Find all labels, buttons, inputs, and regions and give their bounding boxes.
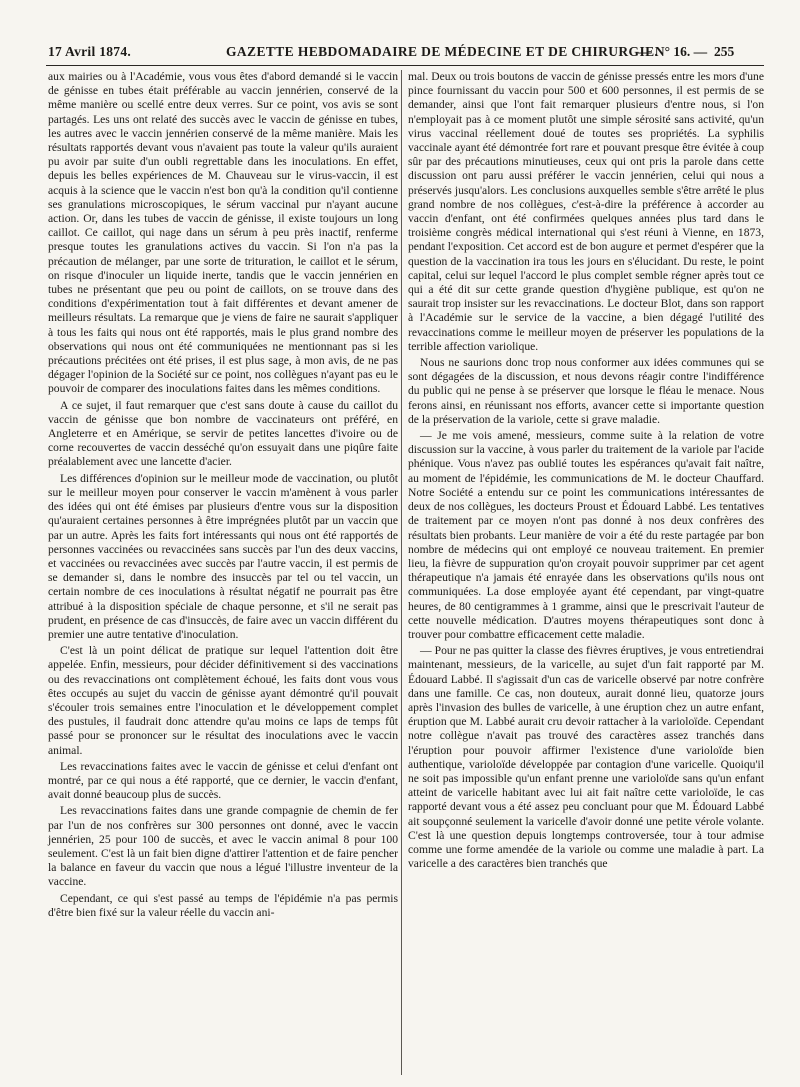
page-number: 255 [714,44,735,59]
left-column [48,70,398,922]
paragraph: Cependant, ce qui s'est passé au temps de l'épidémie n'a pas permis d'être bien fixé sur la valeur réelle du vaccin ani- [48,891,398,919]
paragraph: aux mairies ou à l'Académie, vous vous êtes d'abord demandé si le vaccin de génisse en tubes était préférable au vaccin jennérien, conservé de la même manière ou scellé entre deux verres. Sur ce point, vos avis se sont partagés. Les uns ont relaté des succès avec le vaccin de génisse en tubes, les autres avec le vaccin jennérien conservé de la même manière. Mais les résultats rapportés devant vous n'avaient pas toute la valeur qu'ils auraient pu avoir par suite d'un oubli regrettable dans les inoculations. En effet, depuis les belles expériences de M. Chauveau sur le virus-vaccin, il est acquis à la science que le vaccin n'est bon qu'à la condition qu'il contienne ses granulations microscopiques, le sérum vaccinal pur n'ayant aucune action. Or, dans les tubes de vaccin de génisse, il existe toujours un long caillot. Ce caillot, qui nage dans un sérum à peu près inactif, renferme presque toutes les granulations actives du vaccin. Si l'on n'a pas la précaution de mélanger, par une sorte de trituration, le caillot et le sérum, on risque d'inoculer un liquide inerte, tandis que le vaccin jennérien en tubes ne présentant que peu ou point de caillots, on se trouve dans des conditions d'expérimentation tout à fait différentes et devant amener de meilleurs résultats. La remarque que je viens de faire ne saurait s'appliquer à tous les faits qui nous ont été rapportés, mais le plus grand nombre des observations qui nous ont été communiquées ne mentionnant pas si les précautions précitées ont été prises, il est plus sage, à mon avis, de ne pas dégager l'opinion de la Société sur ce point, nos collègues n'ayant pas eu le pouvoir de comparer des inoculations faites dans les mêmes conditions. [48,70,398,396]
header-rule [46,65,764,66]
paragraph: A ce sujet, il faut remarquer que c'est sans doute à cause du caillot du vaccin de génisse que bon nombre de vaccinateurs ont préféré, en Angleterre et en Amérique, se servir de petites lancettes d'ivoire ou de corne recouvertes de vaccin desséché qu'on essuyait dans une piqûre faite préalablement avec une lancette d'acier. [48,398,398,469]
paragraph: Les différences d'opinion sur le meilleur mode de vaccination, ou plutôt sur le meilleur moyen pour conserver le vaccin m'amènent à vous parler des idées qui ont été émises par plusieurs d'entre vous sur la disposition qu'auraient certaines personnes à être imprégnées plutôt par un vaccin que par un autre. Après les faits fort intéressants qui nous ont été rapportés de personnes vaccinées ou revaccinées sans succès par l'un des deux vaccins, et vaccinées ou revaccinées avec succès par l'autre vaccin, il est permis de se demander si, dans le nombre des insuccès par tel ou tel vaccin, un certain nombre de ces inoculations à résultat négatif ne pourrait pas être attribué à la disposition spéciale de chaque personne, et s'il ne serait pas prudent, en présence de cas d'insuccès, de faire avec un vaccin différent du premier une autre tentative d'inoculation. [48,471,398,641]
column-divider [401,70,402,1075]
paragraph: Les revaccinations faites dans une grande compagnie de chemin de fer par l'un de nos confrères sur 300 personnes ont donné, avec le vaccin jennérien, 25 pour 100 de succès, et avec le vaccin animal 8 pour 100 seulement. C'est là un fait bien digne d'attirer l'attention et de faire pencher la balance en faveur du vaccin que nous a légué l'illustre inventeur de la vaccine. [48,804,398,889]
paragraph: — Pour ne pas quitter la classe des fièvres éruptives, je vous entretiendrai maintenant, messieurs, de la varicelle, au sujet d'un fait rapporté par M. Édouard Labbé. Il s'agissait d'un cas de varicelle observé par notre confrère dans une famille. Ce cas, non douteux, aurait donné lieu, quatorze jours après l'invasion des bulles de varicelle, à une éruption chez un autre enfant, éruption que M. Labbé aurait cru devoir rattacher à la varioloïde. Cependant notre collègue n'avait pas trouvé des caractères assez tranchés dans l'éruption pour pouvoir affirmer l'existence d'une varioloïde bien authentique, varioloïde développée par contagion d'une varicelle. Quoiqu'il ne soit pas impossible qu'un enfant prenne une varioloïde sans qu'un enfant atteint de varicelle habitant avec lui ait fait naître cette varioloïde, le cas rapporté devant vous a été assez peu concluant pour que M. Édouard Labbé ait soupçonné seulement la varicelle d'avoir donné une petite vérole volante. C'est là une question depuis longtemps controversée, tour à tour admise comme une forme amendée de la variole ou comme une maladie à part. La varicelle a des caractères bien tranchés que [408,644,764,871]
issue-date: 17 Avril 1874. [48,44,132,59]
issue-number: — N° 16. — [638,44,708,59]
page-header [40,38,760,62]
paragraph: Les revaccinations faites avec le vaccin de génisse et celui d'enfant ont montré, par ce qui nous a été rapporté, que ce dernier, le vaccin d'enfant, avait donné beaucoup plus de succès. [48,759,398,802]
journal-title: GAZETTE HEBDOMADAIRE DE MÉDECINE ET DE CHIRURGIE. [226,44,659,59]
paragraph: C'est là un point délicat de pratique sur lequel l'attention doit être appelée. Enfin, messieurs, pour décider définitivement si des vaccinations ou des revaccinations ont complètement échoué, les faits dont vous vous êtes occupés au sujet du vaccin de génisse ayant démontré qu'il pouvait s'écouler trois semaines entre l'inoculation et le développement complet des pustules, il faudrait donc attendre qu'au moins ce laps de temps fût passé pour se prononcer sur le résultat des inoculations avec le vaccin animal. [48,644,398,757]
right-column [408,70,764,873]
paragraph: Nous ne saurions donc trop nous conformer aux idées communes qui se sont dégagées de la discussion, et nous devons réagir contre l'indifférence du public qui ne pense à se préserver que lorsque le fléau le menace. Nous ferons ainsi, en réunissant nos efforts, avancer cette si importante question de la préservation de la variole, cette si grave maladie. [408,356,764,426]
paragraph: mal. Deux ou trois boutons de vaccin de génisse pressés entre les mors d'une pince fournissant du vaccin pour 500 et 600 personnes, il est permis de se demander, ainsi que l'ont fait remarquer plusieurs d'entre nous, si l'on n'employait pas à ce moment plutôt une simple sérosité sans activité, qu'un virus vaccinal réellement doué de toutes ses propriétés. La syphilis vaccinale ayant été démontrée fort rare et pouvant presque être évitée à coup sûr par des précautions minutieuses, ceux qui ont pris la parole dans cette discussion ont paru aussi préférer le vaccin jennérien, celui qui nous a préservés jusqu'alors. Les conclusions auxquelles semble s'être arrêté le plus grand nombre de nos collègues, c'est-à-dire la préférence à accorder au vaccin d'enfant, ont été confirmées quelques années plus tard dans le troisième congrès médical international qui s'est réuni à Vienne, en 1873, pendant l'exposition. Cet accord est de bon augure et permet d'espérer que la question de la vaccination ira tous les jours en s'élucidant. Du reste, le point capital, celui sur lequel l'accord le plus complet semble régner après tout ce qui a été dit sur cette grande question d'hygiène publique, est qu'on ne saurait trop insister sur les revaccinations. Le docteur Blot, dans son rapport à l'Académie sur le service de la vaccine, a bien dégagé l'utilité des revaccinations comme le meilleur moyen de préserver les populations de la terrible affection variolique. [408,70,764,353]
paragraph: — Je me vois amené, messieurs, comme suite à la relation de votre discussion sur la vaccine, à vous parler du traitement de la variole par l'acide phénique. Vous n'avez pas oublié toutes les espérances qu'avait fait naître, au moment de l'épidémie, les communications de M. le docteur Chauffard. Notre Société a entendu sur ce point les communications intéressantes de deux de nos collègues, les docteurs Proust et Édouard Labbé. Les tentatives de traitement par ce moyen n'ont pas donné à nos deux confrères des résultats bien probants. Leur manière de voir a été du reste partagée par bon nombre de médecins qui ont employé ce nouveau traitement. En premier lieu, la fièvre de suppuration qu'on croyait pouvoir supprimer par cet agent thérapeutique n'a jamais été enrayée dans les observations qu'ils nous ont communiquées. La dose employée ayant été cependant, par vingt-quatre heures, de 80 centigrammes à 1 gramme, ainsi que le prescrivait l'auteur de cette nouvelle médication. D'autres moyens thérapeutiques sont donc à trouver pour combattre efficacement cette maladie. [408,429,764,641]
